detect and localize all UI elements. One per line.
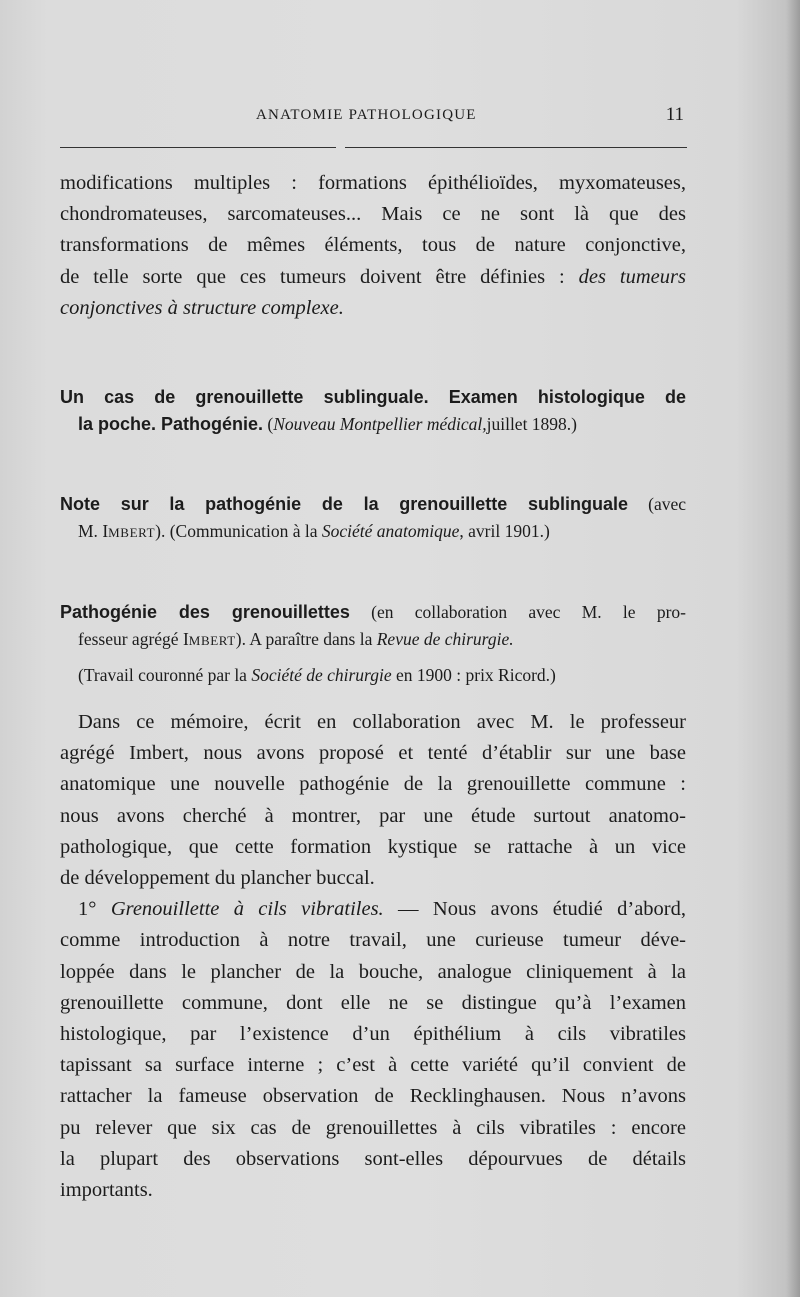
entry-title-cont: la poche. Pathogénie. [78,414,264,435]
text-run: en 1900 : prix Ricord.) [391,665,556,686]
entry-title-line [60,491,686,518]
intro-paragraph [60,168,686,324]
text-line: comme introduction à notre travail, une curieuse tumeur déve- [60,929,686,952]
text-line [60,262,686,293]
entry-line [60,411,686,438]
section-heading: Grenouillette à cils vibratiles. [110,898,384,921]
text-run: ( [263,414,274,435]
bibliography-entry-2 [60,491,686,546]
society-name: Société anatomique [321,521,460,542]
text-run: (en collaboration avec M. le pro- [349,602,686,623]
award-note [60,662,686,689]
text-line: la plupart des observations sont-elles dépourvues de détails [60,1147,686,1170]
text-line: pu relever que six cas de grenouillettes à cils vibratiles : encore [60,1116,686,1139]
entry-title: Note sur la pathogénie de la grenouillette sublinguale [60,494,629,515]
text-line: loppée dans le plancher de la bouche, analogue cliniquement à la [60,960,686,983]
entry-title-line [60,384,686,411]
page-content [60,168,686,1206]
entry-title-line [60,599,686,626]
text-line: rattacher la fameuse observation de Recklinghausen. Nous n’avons [60,1085,686,1108]
bibliography-entry-3 [60,599,686,689]
text-line: nous avons cherché à montrer, par une étude surtout anatomo- [60,804,686,827]
author-small-caps: MBERT [188,633,236,649]
text-run: (Travail couronné par la [78,665,252,686]
page-number: 11 [665,104,684,125]
section-number: 1° [78,898,111,921]
section-1-paragraph [60,894,686,1206]
running-head: ANATOMIE PATHOLOGIQUE [256,107,477,123]
page-header [60,104,686,134]
entry-line [60,518,686,546]
text-line: pathologique, que cette formation kystique se rattache à un vice [60,835,686,858]
text-line: modifications multiples : formations épithélioïdes, myxomateuses, [60,172,686,194]
journal-name: Revue de chirurgie. [376,629,514,650]
entry-title: Un cas de grenouillette sublinguale. Examen histologique de [60,387,686,408]
text-run: (avec [628,494,686,515]
text-line [60,293,686,324]
text-line: grenouillette commune, dont elle ne se distingue qu’à l’examen [60,991,686,1014]
text-run: — Nous avons étudié d’abord, [383,898,687,921]
text-line: Dans ce mémoire, écrit en collaboration avec M. le professeur [78,711,686,734]
journal-name: Nouveau Montpellier médical, [273,414,487,435]
header-rule-right [345,147,687,148]
text-line: histologique, par l’existence d’un épithélium à cils vibratiles [60,1023,686,1046]
entry-date: juillet 1898.) [486,414,578,435]
text-run: M. [78,521,103,542]
text-run: fesseur agrégé [78,629,183,650]
text-run: de telle sorte que ces tumeurs doivent être définies : [60,265,579,288]
bibliography-entry-1 [60,384,686,438]
italic-phrase: conjonctives à structure complexe. [60,296,344,319]
author-small-caps: MBERT [108,525,156,541]
text-line: chondromateuses, sarcomateuses... Mais ce ne sont là que des [60,203,686,226]
page-edge-shadow [786,0,800,1297]
text-line [60,894,686,925]
text-line: importants. [60,1179,153,1202]
text-line: agrégé Imbert, nous avons proposé et tenté d’établir sur une base [60,742,686,765]
entry-title: Pathogénie des grenouillettes [60,602,350,623]
text-line: anatomique une nouvelle pathogénie de la grenouillette commune : [60,773,686,796]
author-initial: I [182,629,189,650]
italic-phrase: des tumeurs [578,265,686,288]
text-line: transformations de mêmes éléments, tous de nature conjonctive, [60,234,686,257]
entry-date: , avril 1901.) [459,521,550,542]
header-rule-left [60,147,336,148]
text-line: de développement du plancher buccal. [60,867,375,890]
text-line: tapissant sa surface interne ; c’est à cette variété qu’il convient de [60,1054,686,1077]
entry-line [60,626,686,654]
text-run: ). A paraître dans la [235,629,377,650]
society-name: Société de chirurgie [251,665,392,686]
author-initial: I [102,521,109,542]
memoire-paragraph [60,707,686,894]
text-run: ). (Communication à la [155,521,322,542]
